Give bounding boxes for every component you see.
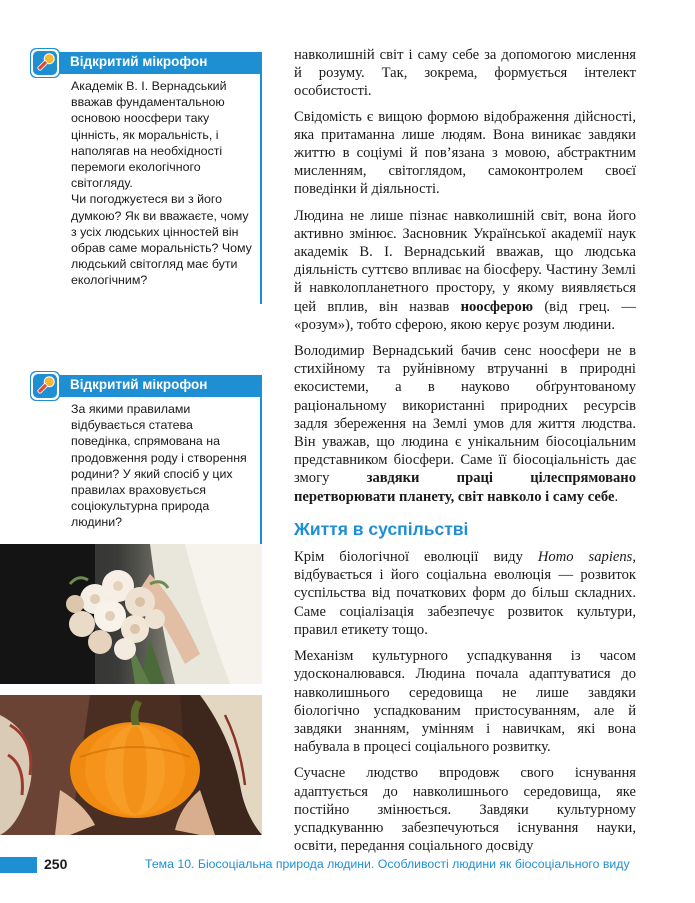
- paragraph-text: Володимир Вернадський бачив сенс ноосфери не в стихійному та руйнівному втручанні в природні екосистеми, а в науково обґрунтованому раціональному використанні природних ресурсів задля збереження на Землі умов для життя людства. Він уважав, що людина є унікальним біосоціальним представником біосфери. Саме її біосоціальність дає змогу: [294, 343, 636, 487]
- paragraph: Свідомість є вищою формою відображення дійсності, яка притаманна лише людям. Вона виникає завдяки життю в соціумі й пов’язана з мовою, абстрактним мисленням, світоглядом, самоконтролем своєї поведінки й діяльності.: [294, 108, 636, 198]
- section-heading: Життя в суспільстві: [294, 518, 469, 539]
- box-header: [30, 371, 262, 397]
- page-number: 250: [44, 856, 68, 872]
- box-title: Відкритий мікрофон: [70, 377, 208, 392]
- open-microphone-box-2: [30, 371, 262, 541]
- paragraph-text: Людина не лише пізнає навколишній світ, вона його активно змінює. Засновник Української академії наук академік В. І. Вернадський вважав, що людська діяльність суттєво впливає на біосферу. Частину Землі й навколопланетного простору, у якому виявляється цей вплив, він назвав: [294, 207, 636, 315]
- term-noosphere: ноосферою: [460, 298, 533, 315]
- species-name: Homo sapiens: [537, 549, 633, 566]
- box-title: Відкритий мікрофон: [70, 54, 208, 69]
- main-text-column: [294, 46, 636, 863]
- paragraph-text: .: [614, 488, 619, 505]
- box-text: [40, 74, 260, 289]
- paragraph-text: (від грец. — «розум»), тобто сферою, якою керує розум людини.: [294, 298, 636, 333]
- box-text-content: За якими правилами відбувається статева поведінка, спрямована на продовження роду і створення родини? У який спосіб у цих правилах враховується соціокультурна природа людини?: [71, 402, 247, 530]
- paragraph: навколишній світ і саму себе за допомогою мислення й розуму. Так, зокрема, формується інтелект особистості.: [294, 47, 636, 100]
- wedding-bouquet-photo: [0, 544, 262, 684]
- paragraph-text: , відбувається і його соціальна еволюція — розвиток суспільства від початкових форм до більш складних. Саме соціалізація забезпечує розвиток культури, правил етикету тощо.: [294, 549, 636, 638]
- box-text: [40, 397, 260, 531]
- running-title: Тема 10. Біосоціальна природа людини. Особливості людини як біосоціального виду: [145, 857, 630, 871]
- paragraph-text: Крім біологічної еволюції виду: [294, 549, 538, 566]
- open-microphone-box-1: [30, 48, 262, 292]
- emphasis-text: завдяки праці цілеспрямовано перетворювати планету, світ навколо і саму себе: [294, 470, 636, 505]
- paragraph: Сучасне людство впродовж свого існування адаптується до навколишнього середовища, яке постійно змінюється. Завдяки культурному успадкуванню забезпечуються існування науки, освіти, передання соціального досвіду: [294, 765, 636, 855]
- paragraph: [294, 548, 636, 639]
- box-body: [40, 74, 262, 304]
- box-body: [40, 397, 262, 557]
- footer-accent-bar: [0, 857, 37, 873]
- box-text-content: Академік В. І. Вернадський вважав фундаментальною основою ноосфери таку цінність, як моральність, і наполягав на необхідності перемоги екологічного світогляду. Чи погоджуєтеся ви з його думкою? Як ви вважаєте, чому з усіх людських цінностей він обрав саме моральність? Чому людський світогляд має бути екологічним?: [71, 79, 252, 288]
- paragraph: Механізм культурного успадкування із часом удосконалювався. Людина почала адаптуватися до навколишнього середовища не лише завдяки біологічно успадкованим пристосуванням, але й завдяки знанням, умінням і навичкам, які вона набувала в процесі соціального розвитку.: [294, 648, 636, 756]
- paragraph: [294, 342, 636, 506]
- box-header: [30, 48, 262, 74]
- pumpkin-photo: [0, 695, 262, 835]
- paragraph: [294, 207, 636, 334]
